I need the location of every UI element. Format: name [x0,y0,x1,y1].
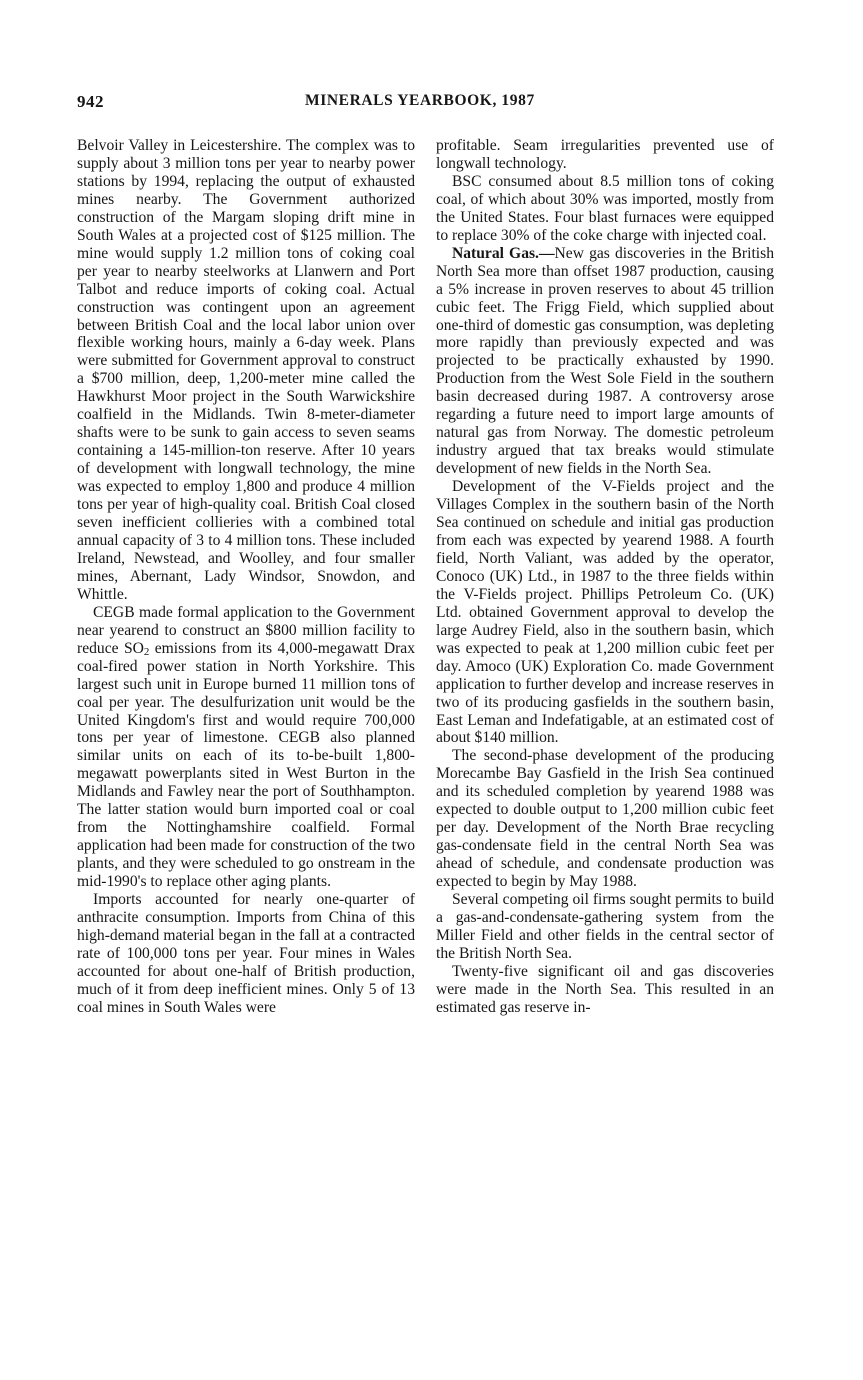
paragraph-cegb-desulfurization [77,604,415,891]
right-column [436,137,774,1017]
paragraph-text: emissions from its 4,000-megawatt Drax coal-fired power station in North Yorkshire. This largest such unit in Europe burned 11 million tons of coal per year. The desulfurization unit would be the United Kingdom's first and would require 700,000 tons per year of limestone. CEGB also planned similar units on each of its to-be-built 1,800-megawatt powerplants sited in West Burton in the Midlands and Fawley near the port of Southhampton. The latter station would burn imported coal or coal from the Nottinghamshire coalfield. Formal application had been made for construction of the two plants, and they were scheduled to go onstream in the mid-1990's to replace other aging plants. [77,639,415,891]
paragraph-anthracite-imports: Imports accounted for nearly one-quarter of anthracite consumption. Imports from China of this high-demand material began in the fall at a contracted rate of 100,000 tons per year. Four mines in Wales accounted for about one-half of British production, much of it from deep inefficient mines. Only 5 of 13 coal mines in South Wales were [77,891,415,1016]
section-heading-natural-gas: Natural Gas.— [452,244,555,262]
running-title: MINERALS YEARBOOK, 1987 [305,92,535,109]
paragraph-natural-gas [436,245,774,478]
paragraph-text: CEGB made formal application to the Government near yearend to construct an $800 million facility to reduce SO [77,603,415,657]
paragraph-coal-projects: Belvoir Valley in Leicestershire. The complex was to supply about 3 million tons per year to nearby power stations by 1994, replacing the output of exhausted mines nearby. The Government authorized construction of the Margam sloping drift mine in South Wales at a projected cost of $125 million. The mine would supply 1.2 million tons of coking coal per year to nearby steelworks at Llanwern and Port Talbot and reduce imports of coking coal. Actual construction was contingent upon an agreement between British Coal and the local labor union over flexible working hours, mainly a 6-day week. Plans were submitted for Government approval to construct a $700 million, deep, 1,200-meter mine called the Hawkhurst Moor project in the South Warwickshire coalfield in the Midlands. Twin 8-meter-diameter shafts were to be sunk to gain access to seven seams containing a 145-million-ton reserve. After 10 years of development with longwall technology, the mine was expected to employ 1,800 and produce 4 million tons per year of high-quality coal. British Coal closed seven inefficient collieries with a combined total annual capacity of 3 to 4 million tons. These included Ireland, Newstead, and Woolley, and four smaller mines, Abernant, Lady Windsor, Snowdon, and Whittle. [77,137,415,603]
paragraph-miller-field: Several competing oil firms sought permits to build a gas-and-condensate-gathering system from the Miller Field and other fields in the central sector of the British North Sea. [436,891,774,962]
page-number: 942 [77,92,104,111]
paragraph-bsc-coking-coal: BSC consumed about 8.5 million tons of coking coal, of which about 30% was imported, mostly from the United States. Four blast furnaces were equipped to replace 30% of the coke charge with injected coal. [436,172,774,244]
paragraph-text: New gas discoveries in the British North Sea more than offset 1987 production, causing a 5% increase in proven reserves to about 45 trillion cubic feet. The Frigg Field, which supplied about one-third of domestic gas consumption, was depleting more rapidly than previously expected and was projected to be practically exhausted by 1990. Production from the West Sole Field in the southern basin decreased during 1987. A controversy arose regarding a future need to import large amounts of natural gas from Norway. The domestic petroleum industry argued that tax breaks would stimulate development of new fields in the North Sea. [436,244,774,478]
paragraph-v-fields: Development of the V-Fields project and the Villages Complex in the southern basin of the North Sea continued on schedule and initial gas production from each was expected by yearend 1988. A fourth field, North Valiant, was added by the operator, Conoco (UK) Ltd., in 1987 to the three fields within the V-Fields project. Phillips Petroleum Co. (UK) Ltd. obtained Government approval to develop the large Audrey Field, also in the southern basin, which was expected to peak at 1,200 million cubic feet per day. Amoco (UK) Exploration Co. made Government application to further develop and increase reserves in two of its producing gasfields in the southern basin, East Leman and Indefatigable, at an estimated cost of about $140 million. [436,478,774,747]
paragraph-seam-irregularities: profitable. Seam irregularities prevented use of longwall technology. [436,137,774,172]
page-header [77,92,777,116]
paragraph-morecambe-bay: The second-phase development of the producing Morecambe Bay Gasfield in the Irish Sea continued and its scheduled completion by yearend 1988 was expected to double output to 1,200 million cubic feet per day. Development of the North Brae recycling gas-condensate field in the central North Sea was ahead of schedule, and condensate production was expected to begin by May 1988. [436,747,774,891]
paragraph-discoveries: Twenty-five significant oil and gas discoveries were made in the North Sea. This resulted in an estimated gas reserve in- [436,962,774,1016]
left-column [77,137,415,1017]
subscript-2: 2 [143,645,150,658]
